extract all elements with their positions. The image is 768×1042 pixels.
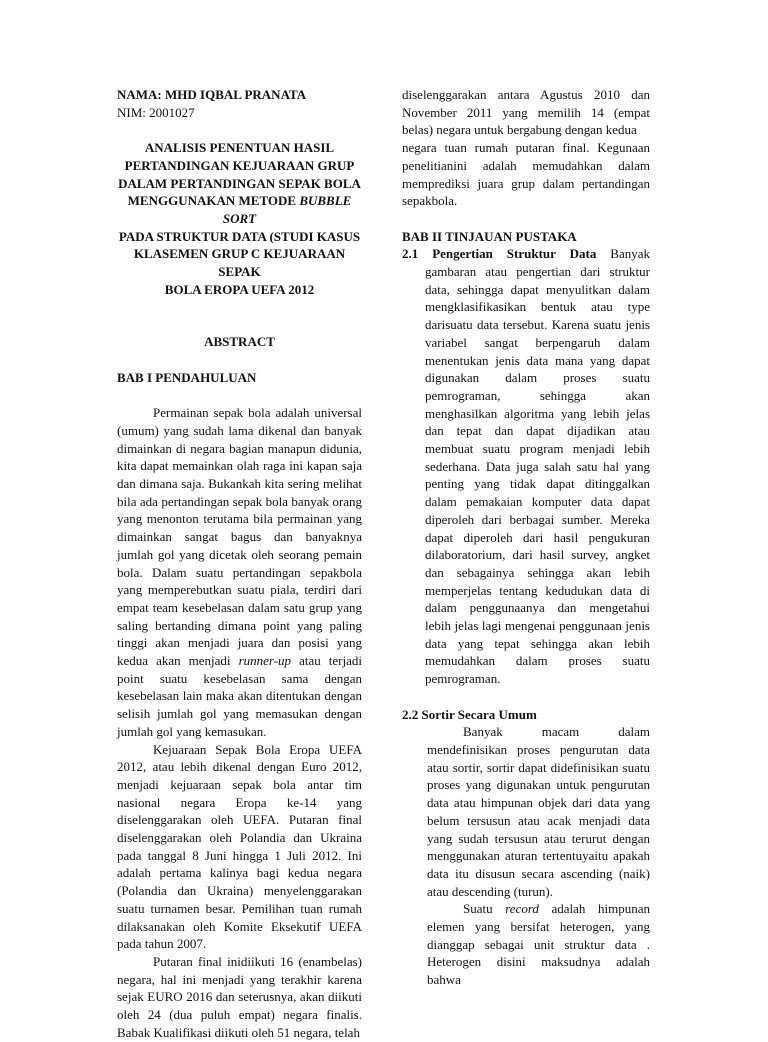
italic-term: record bbox=[505, 901, 539, 917]
title-line: KLASEMEN GRUP C KEJUARAAN SEPAK bbox=[133, 246, 346, 280]
author-nim: NIM: 2001027 bbox=[117, 104, 195, 120]
title-text: MENGGUNAKAN METODE bbox=[127, 193, 300, 209]
section-2-2-heading: 2.2 Sortir Secara Umum bbox=[402, 706, 537, 722]
title-line bbox=[117, 192, 362, 227]
bab1-paragraph-3-continued: diselenggarakan antara Agustus 2010 dan November 2011 yang memilih 14 (empat belas) negara untuk bergabung dengan kedua bbox=[402, 87, 650, 138]
bab2-heading: BAB II TINJAUAN PUSTAKA bbox=[402, 228, 577, 244]
bab1-heading: BAB I PENDAHULUAN bbox=[117, 369, 257, 385]
paragraph-text: Permainan sepak bola adalah universal (umum) yang sudah lama dikenal dan banyak dimainkan di negara bagian manapun didunia, kita dapat memainkan olah raga ini kapan saja dan dimana saja. Bukankah kita sering melihat bila ada pertandingan sepak bola banyak orang yang menonton terutama bila permainan yang dimainkan sangat bagus dan banyaknya jumlah gol yang dicetak oleh seorang pemain bola. Dalam suatu pertandingan sepakbola yang memperebutkan suatu piala, terdiri dari empat team kesebelasan dalam satu grup yang saling bertanding dimana point yang paling tinggi akan menjadi juara dan posisi yang kedua akan menjadi bbox=[117, 405, 362, 669]
paragraph-text: adalah himpunan elemen yang bersifat heterogen, yang dianggap sebagai unit struktur data . Heterogen disini maksudnya adalah bahwa bbox=[427, 901, 650, 988]
paragraph-text: Banyak bbox=[610, 246, 650, 262]
author-name: NAMA: MHD IQBAL PRANATA bbox=[117, 87, 307, 102]
bab1-paragraph-3: Putaran final inidiikuti 16 (enambelas) negara, hal ini menjadi yang terakhir karena sejak EURO 2016 dan seterusnya, akan diikuti oleh 24 (dua puluh empat) negara finalis. Babak Kualifikasi diikuti oleh 51 negara, telah bbox=[117, 954, 362, 1040]
paper-title bbox=[117, 139, 362, 298]
section-2-1-heading-line bbox=[402, 245, 650, 263]
left-column bbox=[117, 86, 362, 1042]
section-2-1-heading: 2.1 Pengertian Struktur Data bbox=[402, 246, 597, 262]
title-line: PERTANDINGAN KEJUARAAN GRUP bbox=[124, 157, 355, 173]
section-2-1-paragraph: gambaran atau pengertian dari struktur data, sehingga dapat menyulitkan dalam mengklasifikasikan bentuk atau type darisuatu data tersebut. Karena suatu jenis variabel sangat berpengaruh dalam menentukan jenis data mana yang dapat digunakan dalam proses suatu pemrograman, sehingga akan menghasilkan algoritma yang lebih jelas dan tepat dan dapat dijadikan atau membuat suatu program menjadi lebih sederhana. Data juga salah satu hal yang penting yang tidak dapat ditinggalkan dalam pemakaian komputer data dapat diperoleh dari berbagai sumber. Mereka dapat diperoleh dari hasil pengukuran dilaboratorium, dari hasil survey, angket dan sebagainya sehingga akan lebih memperjelas tentang kedudukan data di dalam penggunaanya dan mengetahui lebih jelas lagi mengenai penggunaan jenis data yang tepat sehingga akan lebih memudahkan dalam proses suatu pemrograman. bbox=[425, 264, 650, 687]
right-column bbox=[402, 86, 650, 989]
bab1-paragraph-1 bbox=[117, 404, 362, 740]
bab1-paragraph-2: Kejuaraan Sepak Bola Eropa UEFA 2012, atau lebih dikenal dengan Euro 2012, menjadi kejuaraan sepak bola antar tim nasional negara Eropa ke-14 yang diselenggarakan oleh UEFA. Putaran final diselenggarakan oleh Polandia dan Ukraina pada tanggal 8 Juni hingga 1 Juli 2012. Ini adalah pertama kalinya bagi kedua negara (Polandia dan Ukraina) menyelenggarakan suatu turnamen besar. Pemilihan tuan rumah dilaksanakan oleh Komite Eksekutif UEFA pada tahun 2007. bbox=[117, 741, 362, 952]
title-italic-text: BUBBLE SORT bbox=[222, 193, 352, 226]
paragraph-text: Suatu bbox=[463, 901, 506, 917]
title-line: PADA STRUKTUR DATA (STUDI KASUS bbox=[118, 228, 361, 244]
title-line: BOLA EROPA UEFA 2012 bbox=[164, 281, 315, 297]
section-2-2-paragraph-2 bbox=[402, 900, 650, 989]
title-line: DALAM PERTANDINGAN SEPAK BOLA bbox=[118, 175, 361, 191]
italic-term: runner-up bbox=[238, 653, 292, 669]
section-2-2-paragraph-1: Banyak macam dalam mendefinisikan proses pengurutan data atau sortir, sortir dapat didefinisikan suatu proses yang digunakan untuk pengurutan data atau himpunan objek dari data yang belum tersusun atau acak menjadi data yang sudah tersusun atau terurut dengan menggunakan aturan tertentuyaitu apakah data itu disusun secara ascending (naik) atau descending (turun). bbox=[427, 724, 650, 899]
title-line: ANALISIS PENENTUAN HASIL bbox=[144, 140, 335, 156]
bab1-paragraph-3-continued-2: negara tuan rumah putaran final. Kegunaan penelitianini adalah memudahkan dalam memprediksi juara grup dalam pertandingan sepakbola. bbox=[402, 140, 650, 209]
paragraph-text: atau terjadi point suatu kesebelasan sama dengan kesebelasan lain maka akan ditentukan dengan selisih jumlah gol yang memasukan dengan jumlah gol yang kemasukan. bbox=[117, 653, 363, 739]
abstract-heading: ABSTRACT bbox=[204, 334, 275, 350]
